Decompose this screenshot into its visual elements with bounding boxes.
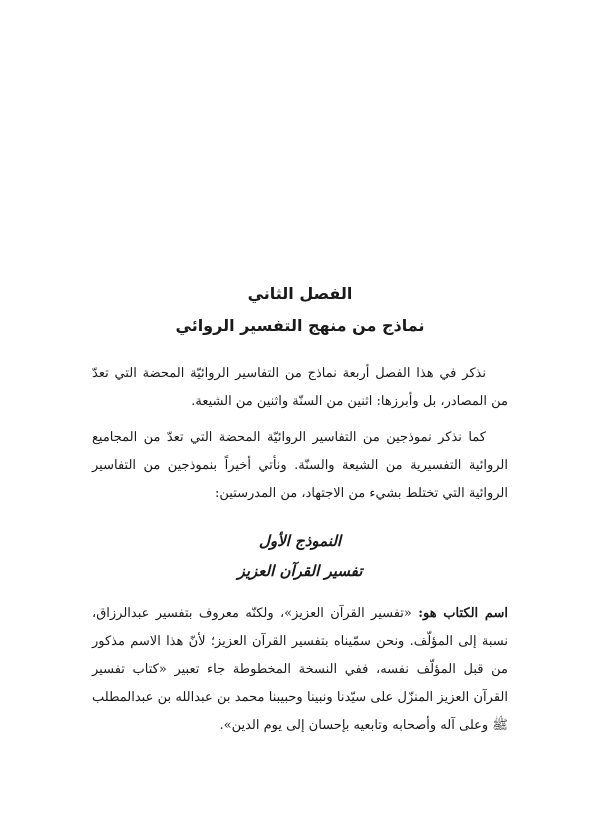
intro-paragraph-2: كما نذكر نموذجين من التفاسير الروائيّة المحضة التي تعدّ من المجاميع الروائية التفسيرية من الشيعة والسنّة. ونأتي أخيراً بنموذجين من التفاسير الروائية التي تختلط بشيء من الاجتهاد، من المدرستين: xyxy=(92,430,508,501)
model-one-title: تفسير القرآن العزيز xyxy=(237,562,363,580)
book-name-lead: اسم الكتاب هو: xyxy=(418,606,509,621)
model-one-label: النموذج الأول xyxy=(258,532,342,550)
book-name-text: «تفسير القرآن العزيز»، ولكنّه معروف بتفسير عبدالرزاق، نسبة إلى المؤلّف. ونحن سمّيناه بتفسير القرآن العزيز؛ لأنّ هذا الاسم مذكور من قبل المؤلّف نفسه، ففي النسخة المخطوطة جاء تعبير «كتاب تفسير القرآن العزيز المنزّل على سيّدنا ونبينا وحبيبنا محمد بن عبدالله بن عبدالمطلب ﷺ وعلى آله وأصحابه وتابعيه بإحسان إلى يوم الدين». xyxy=(92,606,508,733)
intro-paragraph-1: نذكر في هذا الفصل أربعة نماذج من التفاسير الروائيّة المحضة التي تعدّ من المصادر، بل وأبرزها: اثنين من السنّة واثنين من الشيعة. xyxy=(92,366,508,409)
chapter-label: الفصل الثاني xyxy=(247,284,353,303)
chapter-title: نماذج من منهج التفسير الروائي xyxy=(175,316,425,335)
book-name-paragraph xyxy=(92,600,508,740)
